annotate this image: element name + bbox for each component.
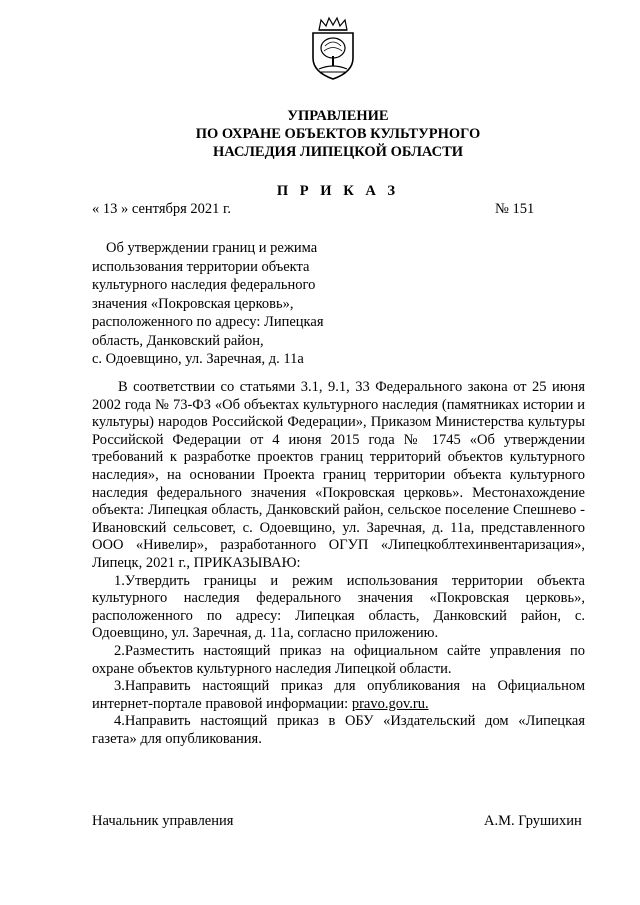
subject-line: Об утверждении границ и режима [106,240,318,256]
header-line-2: ПО ОХРАНЕ ОБЪЕКТОВ КУЛЬТУРНОГО [195,126,481,142]
order-number: № 151 [495,201,535,217]
order-item-2: 2.Разместить настоящий приказ на официальном сайте управления по охране объектов культурного наследия Липецкой области. [92,642,585,677]
preamble-paragraph: В соответствии со статьями 3.1, 9.1, 33 Федерального закона от 25 июня 2002 года № 73-ФЗ «Об объектах культурного наследия (памятниках истории и культуры) народов Российской Федерации», Приказом Министерства культуры Российской Федерации от 4 июня 2015 года № 1745 «Об утверждении требований к разработке проектов границ территорий объектов культурного наследия», на основании Проекта границ территории объекта культурного наследия федерального значения «Покровская церковь». Местонахождение объекта: Липецкая область, Данковский район, сельское поселение Спешнево - Ивановский сельсовет, с. Одоевщино, ул. Заречная, д. 11а, представленного ООО «Нивелир», разработанного ОГУП «Липецкоблтехинвентаризация», Липецк, 2021 г., ПРИКАЗЫВАЮ: [92,379,585,571]
agency-header [0,107,640,161]
signatory-name: А.М. Грушихин [484,813,582,829]
order-title: П Р И К А З [276,183,400,199]
order-item-3 [92,678,585,713]
order-date: « 13 » сентября 2021 г. [92,201,231,217]
order-item-4: 4.Направить настоящий приказ в ОБУ «Издательский дом «Липецкая газета» для опубликования. [92,713,585,747]
order-item-1: 1.Утвердить границы и режим использования территории объекта культурного наследия федерального значения «Покровская церковь», расположенного по адресу: Липецкая область, Данковский район, с. Одоевщино, ул. Заречная, д. 11а, согласно приложению. [92,572,585,642]
subject-line: значения «Покровская церковь», [92,295,294,312]
header-line-3: НАСЛЕДИЯ ЛИПЕЦКОЙ ОБЛАСТИ [212,144,464,160]
pravo-link[interactable]: pravo.gov.ru. [351,695,429,712]
subject-line: культурного наследия федерального [92,277,316,293]
order-item-3-text: 3.Направить настоящий приказ для опубликования на Официальном интернет-портале правовой информации: [92,678,585,712]
signatory-position: Начальник управления [92,813,234,829]
coat-of-arms-icon [305,16,361,82]
subject-line: расположенного по адресу: Липецкая [92,314,324,330]
order-subject [92,239,352,369]
header-line-1: УПРАВЛЕНИЕ [287,108,389,124]
subject-line: с. Одоевщино, ул. Заречная, д. 11а [92,351,304,367]
order-body [92,379,585,748]
subject-line: использования территории объекта [92,258,310,275]
subject-line: область, Данковский район, [92,332,264,349]
